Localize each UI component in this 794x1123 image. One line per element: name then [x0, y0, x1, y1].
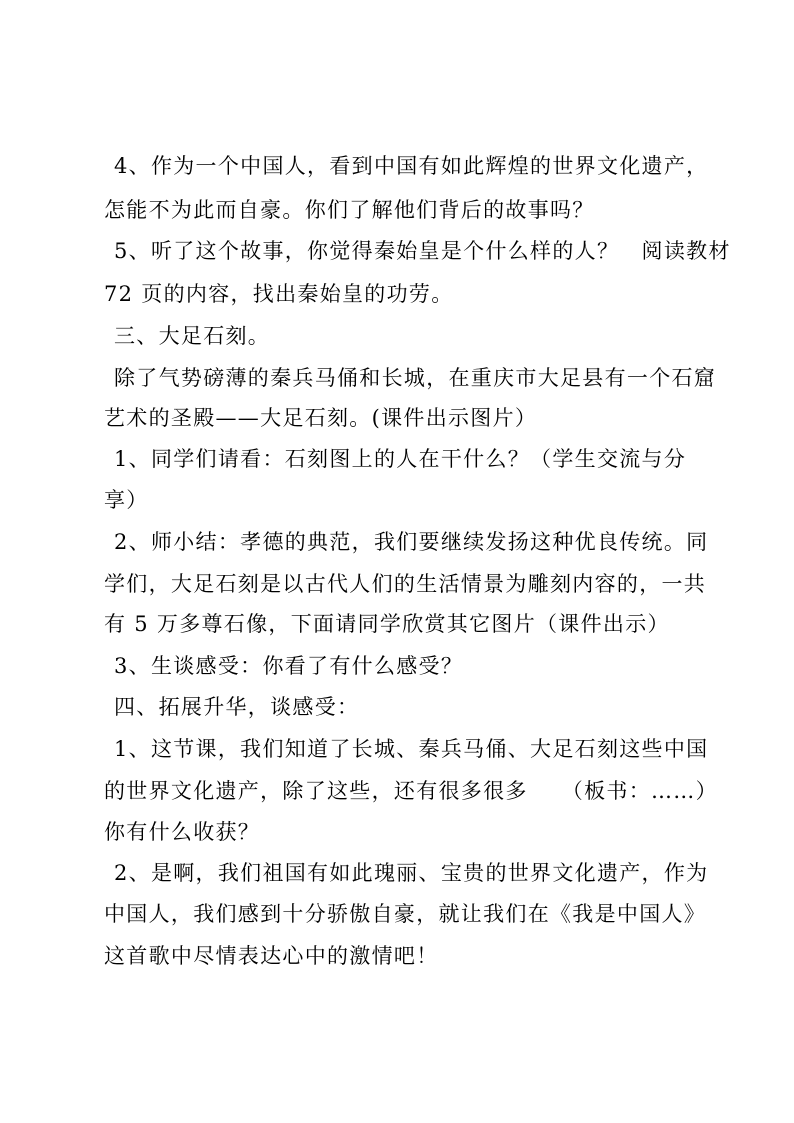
paragraph-line: 你有什么收获？: [104, 820, 261, 844]
paragraph-line: 1、同学们请看：石刻图上的人在干什么？（学生交流与分: [114, 447, 687, 471]
paragraph-line: 3、生谈感受：你看了有什么感受？: [114, 654, 464, 678]
paragraph-line: 享）: [104, 488, 149, 512]
paragraph-line: 怎能不为此而自豪。你们了解他们背后的故事吗？: [104, 198, 595, 222]
section-heading: 四、拓展升华，谈感受：: [114, 695, 360, 719]
paragraph-line: 1、这节课，我们知道了长城、秦兵马俑、大足石刻这些中国: [114, 737, 709, 761]
paragraph-line: 的世界文化遗产，除了这些，还有很多很多 （板书：……）: [104, 779, 718, 803]
paragraph-line: 2、师小结：孝德的典范，我们要继续发扬这种优良传统。同: [114, 530, 709, 554]
paragraph-line: 艺术的圣殿——大足石刻。(课件出示图片）: [104, 406, 538, 430]
section-heading: 三、大足石刻。: [114, 324, 271, 348]
paragraph-line: 有 5 万多尊石像，下面请同学欣赏其它图片（课件出示）: [104, 612, 670, 636]
paragraph-line: 4、作为一个中国人，看到中国有如此辉煌的世界文化遗产，: [114, 154, 709, 178]
paragraph-line: 中国人，我们感到十分骄傲自豪，就让我们在《我是中国人》: [104, 902, 707, 926]
paragraph-line: 5、听了这个故事，你觉得秦始皇是个什么样的人？ 阅读教材: [114, 239, 731, 263]
paragraph-line: 除了气势磅薄的秦兵马俑和长城，在重庆市大足县有一个石窟: [114, 366, 717, 390]
paragraph-line: 这首歌中尽情表达心中的激情吧！: [104, 944, 439, 968]
paragraph-line: 72 页的内容，找出秦始皇的功劳。: [104, 282, 454, 306]
paragraph-line: 学们，大足石刻是以古代人们的生活情景为雕刻内容的，一共: [104, 572, 707, 596]
paragraph-line: 2、是啊，我们祖国有如此瑰丽、宝贵的世界文化遗产，作为: [114, 861, 709, 885]
